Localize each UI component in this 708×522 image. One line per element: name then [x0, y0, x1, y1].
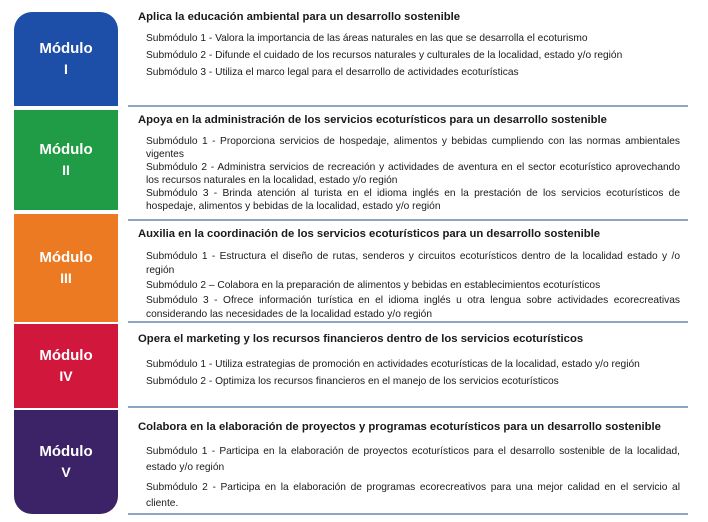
module-3-numeral: III [60, 270, 72, 286]
module-1-badge [14, 12, 118, 106]
module-3 [0, 212, 708, 322]
module-5-submodules [146, 444, 680, 515]
module-4-title: Opera el marketing y los recursos financieros dentro de los servicios ecoturísticos [138, 333, 584, 345]
module-4-badge [14, 324, 118, 408]
module-2-title: Apoya en la administración de los servicios ecoturísticos para un desarrollo sostenible [138, 114, 607, 126]
module-4-word: Módulo [39, 347, 93, 364]
module-3-title: Auxilia en la coordinación de los servicios ecoturísticos para un desarrollo sostenible [138, 228, 601, 240]
module-4 [0, 322, 708, 408]
module-5-word: Módulo [39, 443, 93, 460]
module-1-numeral: I [64, 61, 68, 77]
module-1-submodule-2: Submódulo 2 - Difunde el cuidado de los recursos naturales y culturales de la localidad, estado y/o región [146, 50, 623, 61]
module-5-numeral: V [61, 464, 71, 480]
module-3-badge [14, 214, 118, 322]
module-1-title: Aplica la educación ambiental para un desarrollo sostenible [138, 11, 461, 23]
module-1 [0, 0, 708, 108]
module-1-submodule-3: Submódulo 3 - Utiliza el marco legal para el desarrollo de actividades ecoturísticas [146, 67, 519, 78]
module-5-submodule-2: Submódulo 2 - Participa en la elaboración de programas ecorecreativos para una mejor calidad en el servicio al cliente. [146, 482, 680, 509]
module-3-submodule-1: Submódulo 1 - Estructura el diseño de rutas, senderos y circuitos ecoturísticos dentro de la localidad estado y /o región [146, 251, 680, 276]
module-1-divider [128, 105, 688, 107]
module-1-word: Módulo [39, 40, 93, 57]
module-3-submodule-3: Submódulo 3 - Ofrece información turística en el idioma inglés u otra lengua sobre actividades ecorecreativas considerando las necesidades de la localidad estado y/o región [146, 295, 680, 320]
module-2-badge [14, 110, 118, 210]
module-5-divider [128, 513, 688, 515]
module-3-word: Módulo [39, 249, 93, 266]
module-4-submodule-1: Submódulo 1 - Utiliza estrategias de promoción en actividades ecoturísticas de la localidad, estado y/o región [146, 359, 640, 370]
module-2-submodule-3: Submódulo 3 - Brinda atención al turista en el idioma inglés en la prestación de los servicios ecoturísticos de hospedaje, alimentos y bebidas de la localidad, estado y/o región [146, 188, 680, 212]
module-2 [0, 108, 708, 212]
module-3-submodule-2: Submódulo 2 – Colabora en la preparación de alimentos y bebidas en establecimientos ecoturísticos [146, 280, 601, 291]
module-5-submodule-1: Submódulo 1 - Participa en la elaboración de proyectos ecoturísticos para el desarrollo sostenible de la localidad, estado y/o región [146, 446, 680, 473]
module-1-submodules [146, 32, 680, 83]
module-2-submodule-1: Submódulo 1 - Proporciona servicios de hospedaje, alimentos y bebidas cumpliendo con las normas ambientales vigentes [146, 136, 680, 160]
module-2-numeral: II [62, 162, 70, 178]
module-2-submodules [146, 136, 680, 214]
module-3-submodules [146, 250, 680, 323]
module-2-word: Módulo [39, 141, 93, 158]
module-2-submodule-2: Submódulo 2 - Administra servicios de recreación y actividades de aventura en el sector ecoturístico aprovechando los recursos naturales en la localidad, estado y/o región [146, 162, 680, 186]
module-4-submodules [146, 358, 680, 392]
module-5-badge [14, 410, 118, 514]
module-5-title: Colabora en la elaboración de proyectos y programas ecoturísticos para un desarrollo sostenible [138, 421, 661, 433]
module-1-submodule-1: Submódulo 1 - Valora la importancia de las áreas naturales en las que se desarrolla el ecoturismo [146, 33, 588, 44]
module-4-submodule-2: Submódulo 2 - Optimiza los recursos financieros en el manejo de los servicios ecoturísticos [146, 376, 559, 387]
module-5 [0, 408, 708, 522]
module-4-numeral: IV [59, 368, 73, 384]
